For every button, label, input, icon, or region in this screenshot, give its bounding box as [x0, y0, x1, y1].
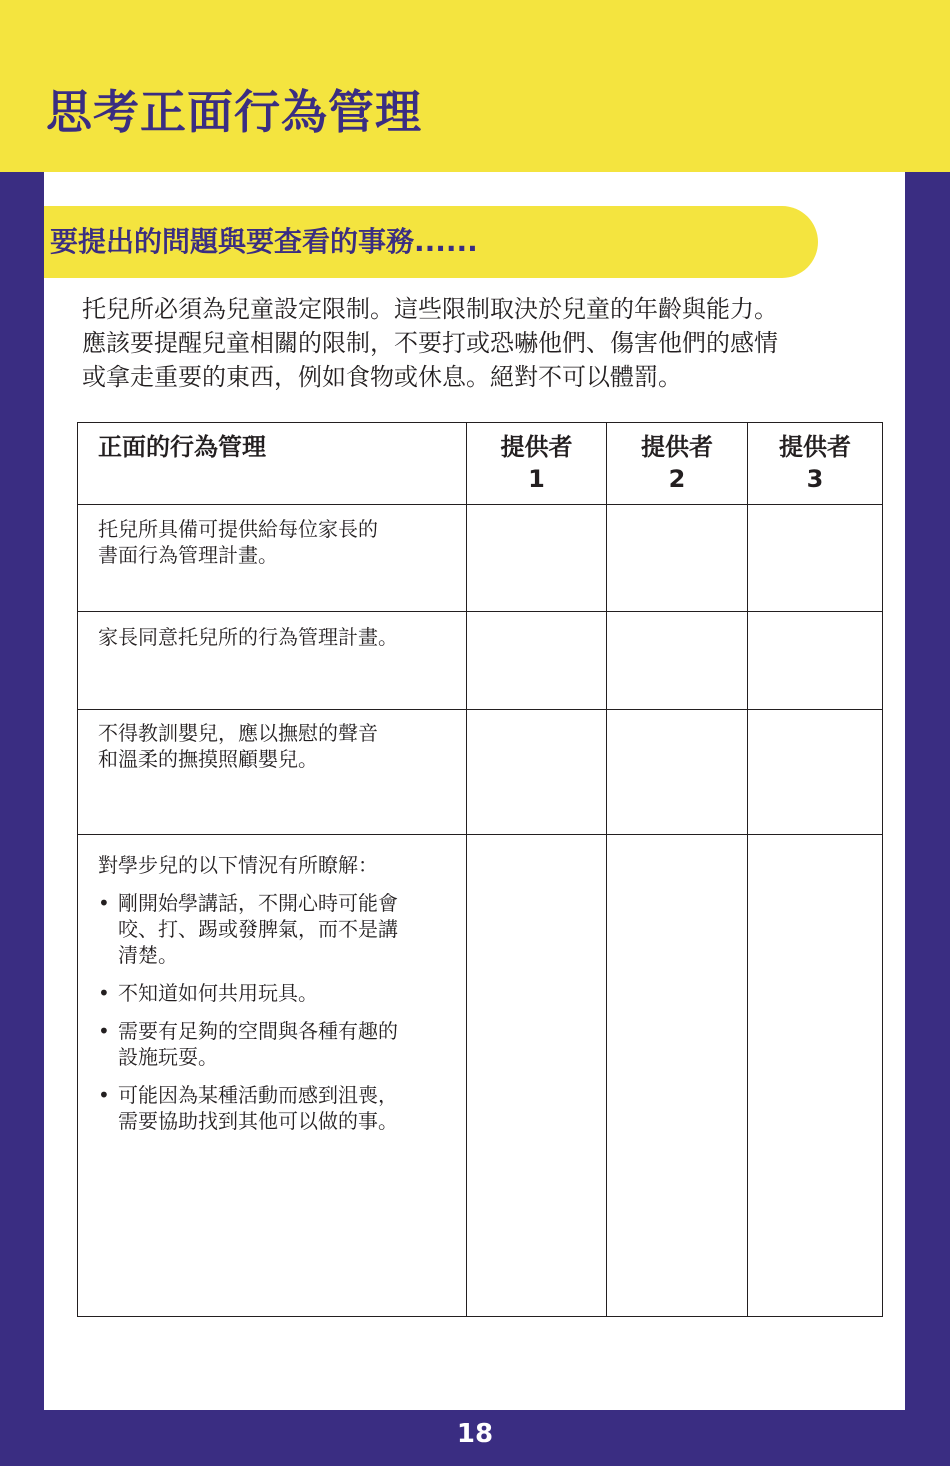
- checklist-table: [77, 422, 883, 1317]
- row-text: 對學步兒的以下情況有所瞭解：: [98, 853, 378, 877]
- bullet-marker: •: [98, 891, 110, 915]
- bullet-marker: •: [98, 981, 110, 1005]
- provider-word: 提供者: [641, 433, 713, 461]
- bullet-text: 清楚。: [118, 943, 178, 967]
- provider-3-checkbox[interactable]: [749, 836, 882, 1314]
- provider-3-checkbox[interactable]: [749, 613, 882, 708]
- list-item: [98, 980, 448, 1006]
- bullet-text: 設施玩耍。: [118, 1045, 218, 1069]
- column-header-behavior: 正面的行為管理: [98, 433, 266, 461]
- bullet-text: 咬、打、踢或發脾氣，而不是講: [118, 917, 398, 941]
- intro-line: 托兒所必須為兒童設定限制。這些限制取決於兒童的年齡與能力。: [82, 295, 778, 323]
- provider-1-checkbox[interactable]: [468, 836, 605, 1314]
- row-divider: [78, 504, 882, 505]
- provider-number: 3: [806, 465, 824, 493]
- table-row-infant-care: [98, 720, 448, 772]
- column-divider: [747, 423, 748, 1316]
- bullet-text: 可能因為某種活動而感到沮喪，: [118, 1083, 398, 1107]
- column-header-provider-3: [748, 431, 882, 495]
- row-divider: [78, 834, 882, 835]
- bullet-text: 需要協助找到其他可以做的事。: [118, 1109, 398, 1133]
- page-title: 思考正面行為管理: [46, 85, 422, 139]
- row-text: 家長同意托兒所的行為管理計畫。: [98, 625, 398, 649]
- provider-3-checkbox[interactable]: [749, 506, 882, 610]
- provider-1-checkbox[interactable]: [468, 506, 605, 610]
- list-item: [98, 1082, 448, 1134]
- toddler-bullet-list: [98, 890, 448, 1134]
- provider-2-checkbox[interactable]: [608, 613, 746, 708]
- row-text: 和溫柔的撫摸照顧嬰兒。: [98, 747, 318, 771]
- provider-word: 提供者: [500, 433, 573, 461]
- page-number: 18: [456, 1419, 494, 1449]
- provider-1-checkbox[interactable]: [468, 711, 605, 833]
- provider-1-checkbox[interactable]: [468, 613, 605, 708]
- bullet-text: 不知道如何共用玩具。: [118, 981, 318, 1005]
- bullet-marker: •: [98, 1019, 110, 1043]
- row-text: 托兒所具備可提供給每位家長的: [98, 517, 378, 541]
- column-header-provider-1: [467, 431, 606, 495]
- section-heading: 要提出的問題與要查看的事務......: [50, 225, 478, 258]
- column-divider: [466, 423, 467, 1316]
- table-row-written-plan: [98, 516, 448, 568]
- bullet-text: 需要有足夠的空間與各種有趣的: [118, 1019, 398, 1043]
- list-item: [98, 890, 448, 968]
- provider-2-checkbox[interactable]: [608, 836, 746, 1314]
- table-row-toddler-understanding: [98, 852, 448, 1134]
- provider-3-checkbox[interactable]: [749, 711, 882, 833]
- intro-paragraph: [82, 292, 882, 394]
- list-item: [98, 1018, 448, 1070]
- provider-word: 提供者: [779, 433, 851, 461]
- provider-number: 2: [668, 465, 686, 493]
- intro-line: 應該要提醒兒童相關的限制，不要打或恐嚇他們、傷害他們的感情: [82, 329, 778, 357]
- table-row-parent-agreement: [98, 624, 448, 650]
- provider-number: 1: [528, 465, 545, 493]
- row-text: 書面行為管理計畫。: [98, 543, 278, 567]
- row-divider: [78, 611, 882, 612]
- provider-2-checkbox[interactable]: [608, 711, 746, 833]
- row-divider: [78, 709, 882, 710]
- provider-2-checkbox[interactable]: [608, 506, 746, 610]
- row-text: 不得教訓嬰兒，應以撫慰的聲音: [98, 721, 378, 745]
- column-divider: [606, 423, 607, 1316]
- intro-line: 或拿走重要的東西，例如食物或休息。絕對不可以體罰。: [82, 363, 682, 391]
- column-header-provider-2: [607, 431, 747, 495]
- bullet-text: 剛開始學講話，不開心時可能會: [118, 891, 398, 915]
- bullet-marker: •: [98, 1083, 110, 1107]
